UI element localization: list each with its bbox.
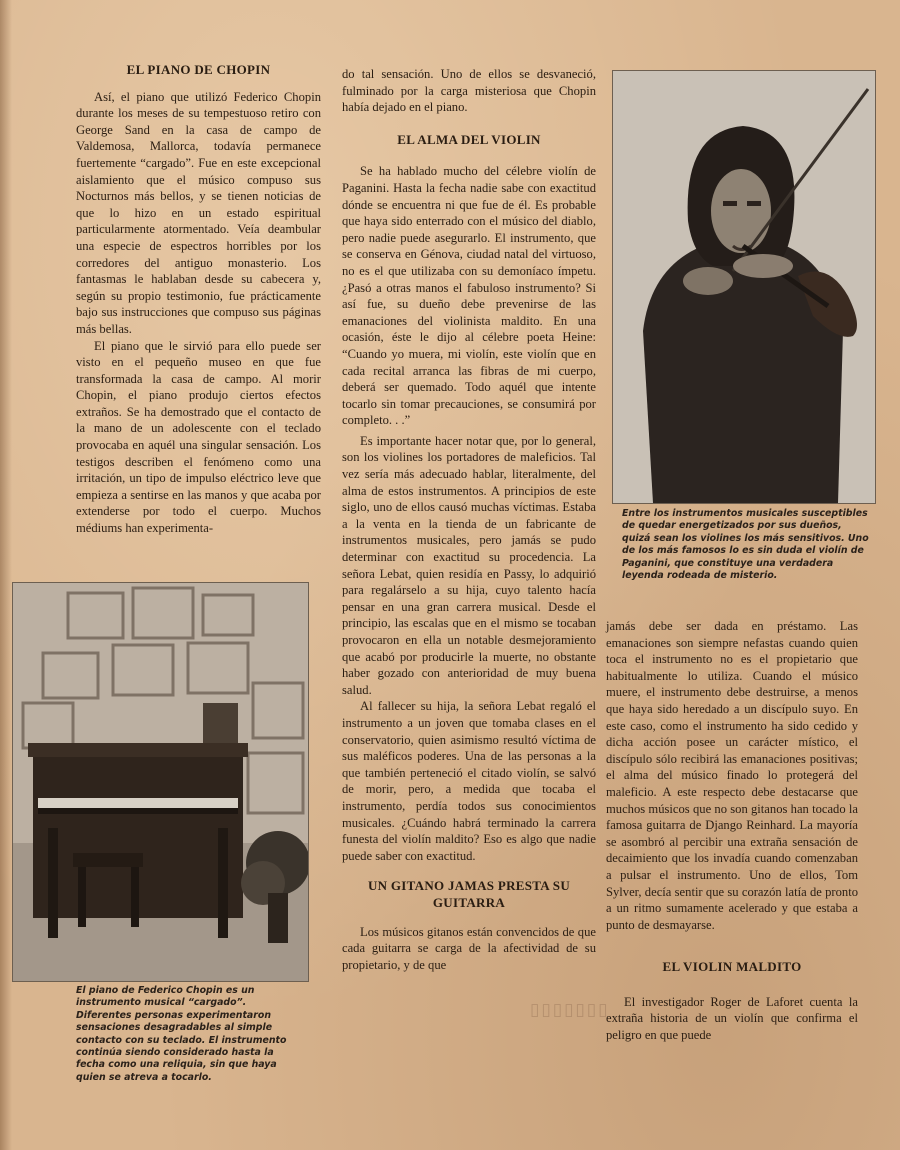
paragraph: Los músicos gitanos están convencidos de que cada guitarra se carga de la afectividad de su propietario, y de que [342,924,596,972]
heading-gitano-guitarra: UN GITANO JAMAS PRESTA SU GUITARRA [367,878,571,910]
paragraph: El investigador Roger de Laforet cuenta la extraña historia de un violín que confirma el peligro en que puede [606,994,858,1043]
column-3 [606,618,858,1044]
paragraph: Al fallecer su hija, la señora Lebat regaló el instrumento a un joven que tomaba clases en el conservatorio, quien asimismo resultó víctima de sus maléficos poderes. Una de las personas a la que también perteneció el citado violín, se salvó de morir, pero, a medida que tocaba el instrumento, perdía todos sus conocimientos musicales. ¿Cuándo habrá terminado la carrera funesta del violín maldito? Eso es algo que nadie puede saber con exactitud. [342,699,596,863]
paganini-photo-caption: Entre los instrumentos musicales susceptibles de quedar energetizados por sus dueños, quizá sean los violines los más sensitivos. Uno de los más famosos lo es sin duda el violín de Paganini, que constituye una verdadera leyenda rodeada de misterio. [622,508,869,582]
heading-piano-chopin: EL PIANO DE CHOPIN [126,62,271,77]
paragraph: do tal sensación. Uno de ellos se desvaneció, fulminado por la carga misteriosa que Chopin había dejado en el piano. [342,67,596,115]
paganini-photo [612,70,876,504]
heading-alma-violin: EL ALMA DEL VIOLIN [397,131,541,147]
paragraph: jamás debe ser dada en préstamo. Las emanaciones son siempre nefastas cuando quien toca el instrumento no es el propietario que habitualmente lo utiliza. Cuando el músico muere, el instrumento debe destruirse, a menos que haya sido heredado a un discípulo suyo. En este caso, como el instrumento ha sido cedido y dicha acción posee un carácter místico, el discípulo sólo recibirá las emanaciones positivas; el alma del músico finado lo protegerá del maleficio. A este respecto debe destacarse que muchos músicos que no son gitanos han tocado la famosa guitarra de Django Reinhard. La mayoría se asombró al percibir una extraña sensación de decaimiento que los invadía cuando comenzaban a pulsar el instrumento. Uno de ellos, Tom Sylver, decía sentir que su corazón latía de pronto a un ritmo sumamente acelerado y que estaba a punto de desmayarse. [606,619,858,932]
column-2 [342,66,596,973]
heading-violin-maldito: EL VIOLIN MALDITO [662,959,802,975]
paragraph: Se ha hablado mucho del célebre violín de Paganini. Hasta la fecha nadie sabe con exactitud dónde se encuentra ni que fue de él. Es probable que haya sido enterrado con el músico del diablo, pero nadie puede asegurarlo. El instrumento, que se conserva en Génova, ciudad natal del virtuoso, no es el que utilizaba con su demoníaco ímpetu. ¿Pasó a otras manos el fabuloso instrumento? Si así fue, su dueño debe prevenirse de las emanaciones del violinista maldito. En una ocasión, éste le dijo al célebre poeta Heine: “Cuando yo muera, mi violín, este violín que en cada recital arranca las fibras de mi cuerpo, deberá ser quemado. Todo aquél que intente tocarlo sin tomar precauciones, se consumirá por completo. . .” [342,164,596,428]
piano-photo [12,582,309,982]
paragraph: Es importante hacer notar que, por lo general, son los violines los portadores de maleficios. Tal vez sería más adecuado hablar, literalmente, del alma de estos instrumentos. A principios de este siglo, uno de ellos causó muchas víctimas. Estaba a la venta en la tienda de un fabricante de instrumentos musicales, pero jamás se pudo determinar con exactitud su procedencia. La señora Lebat, quien residía en Passy, lo adquirió para regalárselo a su hija, cuyo talento hacía pensar en una gran carrera musical. Desde el principio, las escalas que en el mismo se tocaban provocaron en ella un notable desmejoramiento que acabó por producirle la muerte, no obstante haber gozado con anterioridad de muy buena salud. [342,433,596,697]
piano-photo-caption: El piano de Federico Chopin es un instrumento musical “cargado”. Diferentes personas experimentaron sensaciones desagradables al simple contacto con su teclado. El instrumento continúa siendo considerado hasta la fecha como una reliquia, sin que haya quien se atreva a tocarlo. [76,985,287,1083]
page-spine-shadow [0,0,12,1150]
column-1 [76,62,321,537]
paragraph: El piano que le sirvió para ello puede ser visto en el pequeño museo en que fue transformada la casa de campo. Al morir Chopin, el piano produjo ciertos efectos extraños. Se ha demostrado que el contacto de la mano de un adolescente con el teclado provocaba en aquél una singular sensación. Los testigos describen el fenómeno como una irritación, un tipo de impulso eléctrico leve que empieza a sentirse en las manos y que acaba por extenderse por todo el cuerpo. Muchos médiums han experimenta- [76,338,321,536]
bleed-through-text: ▯▯▯▯▯▯▯ [530,1000,610,1019]
paragraph: Así, el piano que utilizó Federico Chopin durante los meses de su tempestuoso retiro con George Sand en la casa de campo de Valdemosa, Mallorca, todavía permanece fuertemente “cargado”. Fue en este excepcional aislamiento que el músico compuso sus Nocturnos más bellos, y se tienen noticias de que lo hizo en un estado espiritual particularmente atormentado. Veía deambular una especie de espectros horribles por los corredores del antiguo monasterio. Los fantasmas le hablaban desde su cabecera y, según su propio testimonio, fue prácticamente bajo sus instrucciones que compuso sus páginas más bellas. [76,89,321,336]
